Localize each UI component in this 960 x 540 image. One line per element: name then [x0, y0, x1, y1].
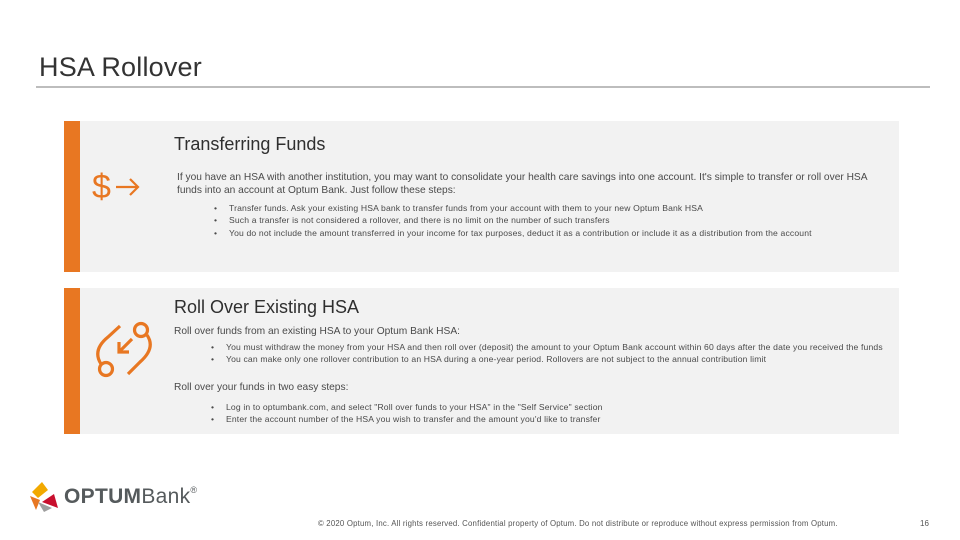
bullet-list: [211, 401, 891, 426]
section-intro: If you have an HSA with another institution, you may want to consolidate your health care savings into one account. It's simple to transfer or roll over HSA funds into an account at Optum Bank. Just follow these steps:: [177, 172, 867, 196]
roll-over-panel: [64, 288, 899, 434]
bullet-list: [214, 202, 894, 239]
logo-registered: ®: [190, 485, 198, 495]
page-number: 16: [920, 519, 929, 528]
title-divider: [36, 86, 930, 88]
section-subintro: Roll over your funds in two easy steps:: [174, 382, 349, 393]
logo-brand-regular: Bank: [141, 485, 191, 508]
page-title: HSA Rollover: [39, 52, 202, 82]
panel-accent-bar: [64, 121, 80, 272]
list-item: • You must withdraw the money from your HSA and then roll over (deposit) the amount to your Optum Bank account within 60 days after the date you received the funds: [211, 341, 891, 353]
optum-swirl-icon: [28, 480, 62, 514]
list-item: • Enter the account number of the HSA you wish to transfer and the amount you'd like to transfer: [211, 413, 891, 425]
list-item: • You can make only one rollover contribution to an HSA during a one-year period. Rollovers are not subject to the annual contribution limit: [211, 353, 891, 365]
logo-brand-bold: OPTUM: [64, 485, 142, 508]
bullet-list: [211, 341, 891, 366]
transferring-funds-panel: [64, 121, 899, 272]
dollar-arrow-icon: [92, 167, 144, 212]
list-item: • You do not include the amount transferred in your income for tax purposes, deduct it as a contribution or include it as a distribution from the account: [214, 227, 894, 239]
section-heading: Transferring Funds: [174, 134, 326, 154]
rollover-arrows-icon: [92, 318, 156, 387]
logo-wordmark: [64, 485, 197, 509]
list-item: • Such a transfer is not considered a rollover, and there is no limit on the number of such transfers: [214, 214, 894, 226]
optum-bank-logo: [28, 480, 197, 514]
section-intro: Roll over funds from an existing HSA to your Optum Bank HSA:: [174, 326, 460, 337]
svg-text:$: $: [92, 168, 111, 206]
panel-accent-bar: [64, 288, 80, 434]
list-item: • Transfer funds. Ask your existing HSA bank to transfer funds from your account with them to your new Optum Bank HSA: [214, 202, 894, 214]
list-item: • Log in to optumbank.com, and select "Roll over funds to your HSA" in the "Self Service" section: [211, 401, 891, 413]
footer-copyright: © 2020 Optum, Inc. All rights reserved. Confidential property of Optum. Do not distribute or reproduce without express permission from Optum.: [318, 519, 838, 528]
section-heading: Roll Over Existing HSA: [174, 297, 360, 317]
